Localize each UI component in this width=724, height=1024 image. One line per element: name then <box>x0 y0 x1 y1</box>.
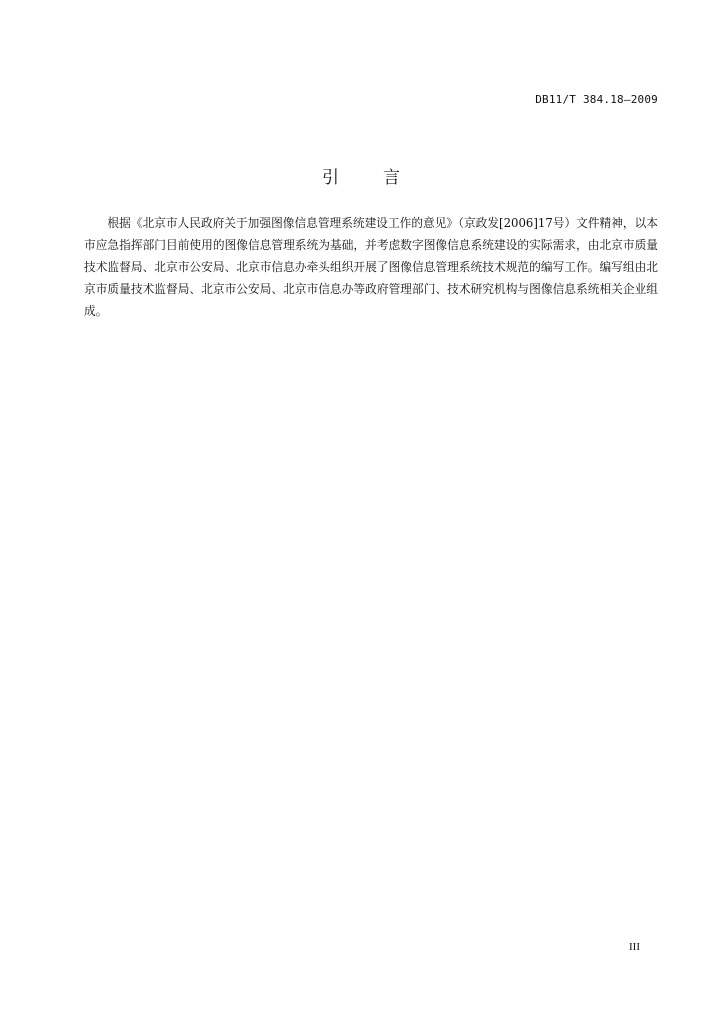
document-code: DB11/T 384.18—2009 <box>535 93 658 106</box>
section-title-char-1: 引 <box>322 168 341 188</box>
page-number: III <box>629 941 640 953</box>
section-title <box>0 163 724 188</box>
introduction-paragraph: 根据《北京市人民政府关于加强图像信息管理系统建设工作的意见》（京政发[2006]17号）文件精神，以本市应急指挥部门目前使用的图像信息管理系统为基础，并考虑数字图像信息系统建设的实际需求，由北京市质量技术监督局、北京市公安局、北京市信息办牵头组织开展了图像信息管理系统技术规范的编写工作。编写组由北京市质量技术监督局、北京市公安局、北京市信息办等政府管理部门、技术研究机构与图像信息系统相关企业组成。 <box>84 216 658 318</box>
section-title-char-2: 言 <box>383 168 402 188</box>
